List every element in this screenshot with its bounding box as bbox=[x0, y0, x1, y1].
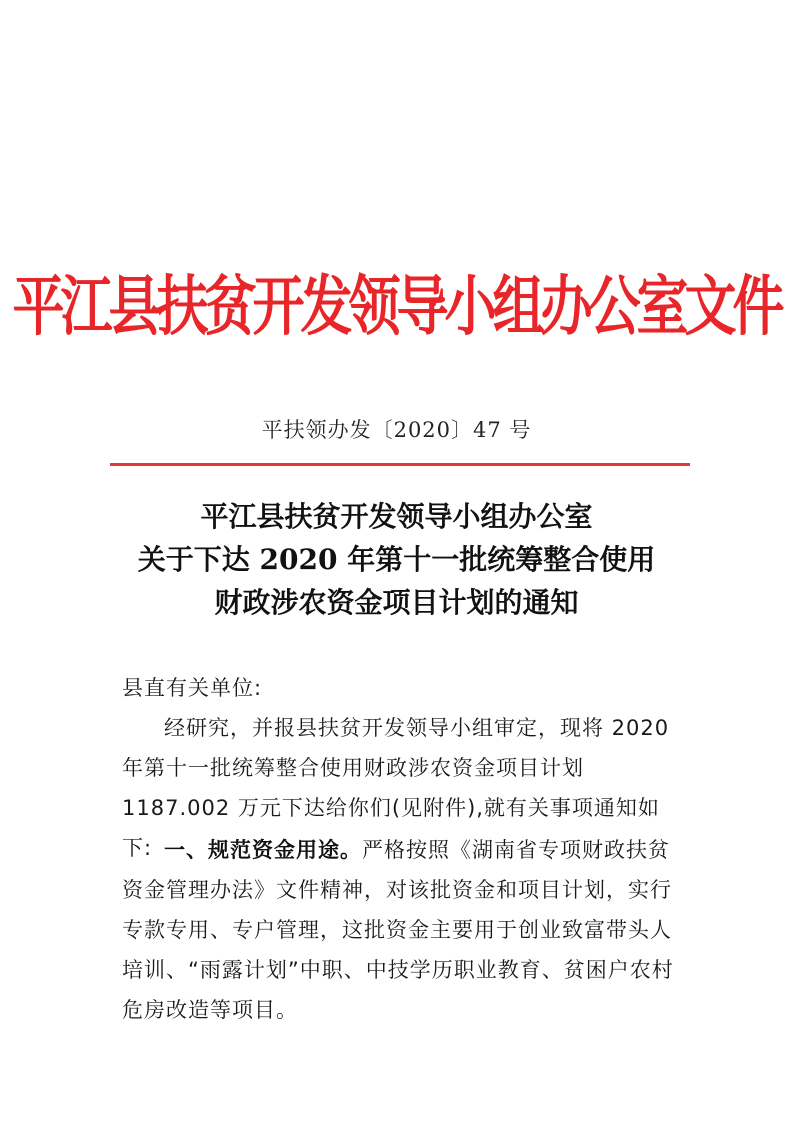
intro-paragraph: 经研究，并报县扶贫开发领导小组审定，现将 2020 年第十一批统筹整合使用财政涉农资金项目计划 1187.002 万元下达给你们(见附件),就有关事项通知如下: bbox=[122, 716, 670, 860]
salutation: 县直有关单位: bbox=[122, 676, 263, 700]
section-1-text: 严格按照《湖南省专项财政扶贫资金管理办法》文件精神，对该批资金和项目计划，实行专款专用、专户管理，这批资金主要用于创业致富带头人培训、“雨露计划”中职、中技学历职业教育、贫困户农村危房改造等项目。 bbox=[122, 838, 674, 1022]
section-1-heading: 一、规范资金用途。 bbox=[164, 838, 362, 862]
agency-header-title: 平江县扶贫开发领导小组办公室文件 bbox=[12, 268, 781, 345]
notice-title-line-3: 财政涉农资金项目计划的通知 bbox=[214, 586, 579, 619]
section-1-paragraph bbox=[122, 830, 682, 1030]
red-divider-rule bbox=[110, 463, 690, 466]
notice-title-line-2: 关于下达 2020 年第十一批统筹整合使用 bbox=[137, 543, 656, 576]
document-number: 平扶领办发〔2020〕47 号 bbox=[261, 418, 532, 442]
notice-title-line-1: 平江县扶贫开发领导小组办公室 bbox=[200, 500, 593, 533]
notice-title bbox=[0, 495, 793, 624]
